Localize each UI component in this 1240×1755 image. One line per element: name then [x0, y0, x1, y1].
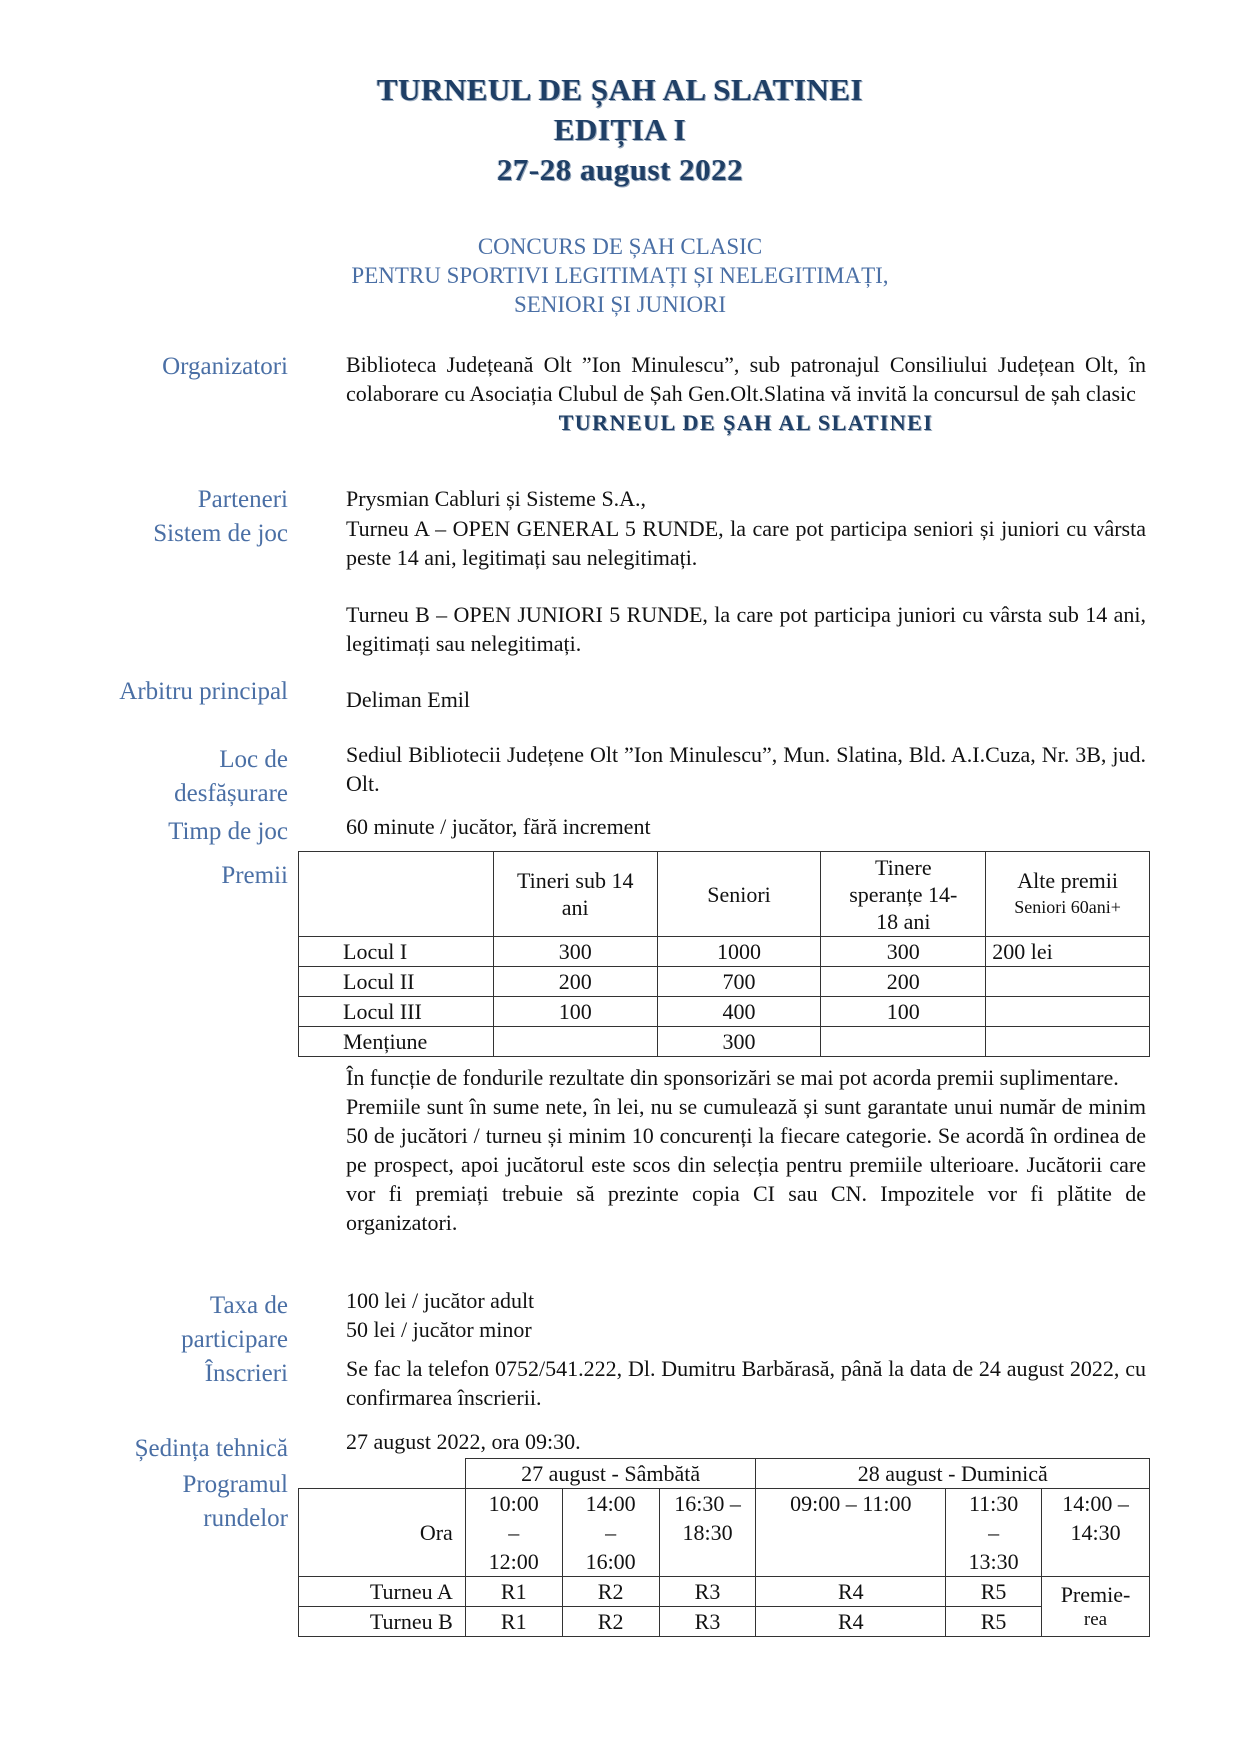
table-row — [299, 967, 1150, 997]
doc-title-line2: EDIȚIA I — [553, 112, 687, 147]
prize-cell: 300 — [657, 1027, 821, 1057]
program-days-row — [299, 1459, 1150, 1489]
time-line: 14:00 — [585, 1491, 636, 1516]
prize-cell: 200 — [493, 967, 657, 997]
program-time-cell — [465, 1489, 562, 1577]
label-timp: Timp de joc — [168, 818, 288, 845]
doc-title-line3: 27-28 august 2022 — [496, 152, 744, 187]
table-row — [299, 997, 1150, 1027]
prize-cell: 1000 — [657, 937, 821, 967]
label-program-line1: Programul — [182, 1471, 288, 1498]
prize-header-alte-title: Alte premii — [1017, 868, 1119, 893]
program-turneu-b-label: Turneu B — [299, 1607, 466, 1637]
label-sistem: Sistem de joc — [153, 520, 288, 547]
parteneri-text: Prysmian Cabluri și Sisteme S.A., — [346, 486, 647, 511]
prize-cell: 300 — [493, 937, 657, 967]
round-cell: R3 — [659, 1607, 756, 1637]
prize-table — [298, 851, 1150, 1057]
time-line: – — [508, 1520, 520, 1545]
round-cell: R2 — [562, 1607, 659, 1637]
organizatori-paragraph: Biblioteca Județeană Olt ”Ion Minulescu”, sub patronajul Consiliului Județean Olt, în colaborare cu Asociația Clubul de Șah Gen.Olt.Slatina vă invită la concursul de șah clasic — [346, 352, 1146, 406]
prize-row-label: Locul I — [299, 937, 494, 967]
timp-text: 60 minute / jucător, fără increment — [346, 814, 651, 839]
program-times-row — [299, 1489, 1150, 1577]
inscrieri-text: Se fac la telefon 0752/541.222, Dl. Dumitru Barbărasă, până la data de 24 august 2022, cu confirmarea înscrierii. — [346, 1356, 1146, 1410]
time-line: 16:00 — [585, 1549, 636, 1574]
time-line: 13:30 — [968, 1549, 1019, 1574]
prize-header-row — [299, 852, 1150, 937]
round-cell: R1 — [465, 1607, 562, 1637]
organizatori-event-title: TURNEUL DE ȘAH AL SLATINEI — [558, 410, 934, 435]
doc-subtitle-line2: PENTRU SPORTIVI LEGITIMAȚI ȘI NELEGITIMAȚI, — [351, 263, 889, 288]
prize-cell — [493, 1027, 657, 1057]
prize-header-seniori: Seniori — [657, 852, 821, 937]
prize-row-label: Locul III — [299, 997, 494, 1027]
round-cell: R4 — [756, 1607, 946, 1637]
prize-cell: 300 — [821, 937, 986, 967]
label-loc-line2: desfășurare — [174, 780, 288, 807]
time-line: – — [988, 1520, 1000, 1545]
doc-subtitle-line3: SENIORI ȘI JUNIORI — [513, 292, 727, 317]
program-day1: 27 august - Sâmbătă — [465, 1459, 756, 1489]
program-ora-label: Ora — [299, 1489, 466, 1577]
round-cell: R1 — [465, 1577, 562, 1607]
prize-cell: 700 — [657, 967, 821, 997]
prize-header-sperante: Tinere speranțe 14-18 ani — [821, 852, 986, 937]
sistem-turneu-a: Turneu A – OPEN GENERAL 5 RUNDE, la care pot participa seniori și juniori cu vârsta peste 14 ani, legitimați sau nelegitimați. — [346, 516, 1146, 570]
prize-cell: 200 lei — [986, 937, 1150, 967]
round-cell: R4 — [756, 1577, 946, 1607]
premiere-line: Premie- — [1060, 1581, 1131, 1607]
time-line: 11:30 — [968, 1491, 1019, 1516]
sistem-turneu-b: Turneu B – OPEN JUNIORI 5 RUNDE, la care pot participa juniori cu vârsta sub 14 ani, legitimați sau nelegitimați. — [346, 602, 1146, 656]
prize-cell: 100 — [821, 997, 986, 1027]
program-table — [298, 1458, 1150, 1637]
label-parteneri: Parteneri — [197, 486, 288, 513]
table-row — [299, 1027, 1150, 1057]
label-loc-line1: Loc de — [219, 746, 288, 773]
program-time-cell — [1042, 1489, 1150, 1577]
label-arbitru: Arbitru principal — [119, 678, 288, 705]
program-time-cell — [562, 1489, 659, 1577]
prize-header-empty — [299, 852, 494, 937]
label-organizatori: Organizatori — [162, 353, 288, 380]
program-premiere-cell — [1042, 1577, 1150, 1637]
prize-cell — [821, 1027, 986, 1057]
time-line: 10:00 — [488, 1491, 539, 1516]
label-premii: Premii — [221, 862, 288, 889]
taxa-adult: 100 lei / jucător adult — [346, 1288, 535, 1313]
program-time-cell — [659, 1489, 756, 1577]
prize-cell — [986, 967, 1150, 997]
time-line: 14:30 — [1070, 1520, 1121, 1545]
prize-cell: 200 — [821, 967, 986, 997]
round-cell: R3 — [659, 1577, 756, 1607]
round-cell: R2 — [562, 1577, 659, 1607]
program-turneu-b-row — [299, 1607, 1150, 1637]
prize-row-label: Mențiune — [299, 1027, 494, 1057]
label-program-line2: rundelor — [203, 1505, 288, 1532]
program-day2: 28 august - Duminică — [756, 1459, 1150, 1489]
program-time-cell — [756, 1489, 946, 1577]
time-line: – — [605, 1520, 617, 1545]
loc-text: Sediul Bibliotecii Județene Olt ”Ion Minulescu”, Mun. Slatina, Bld. A.I.Cuza, Nr. 3B, jud. Olt. — [346, 742, 1146, 796]
doc-title-line1: TURNEUL DE ȘAH AL SLATINEI — [376, 72, 864, 107]
prize-cell — [986, 997, 1150, 1027]
sedinta-text: 27 august 2022, ora 09:30. — [346, 1429, 581, 1454]
prize-header-alte-sub: Seniori 60ani+ — [1014, 897, 1121, 917]
time-line: 16:30 – — [674, 1491, 741, 1516]
program-turneu-a-label: Turneu A — [299, 1577, 466, 1607]
premii-note-2: Premiile sunt în sume nete, în lei, nu se cumulează și sunt garantate unui număr de minim 50 de jucători / turneu și minim 10 concurenți la fiecare categorie. Se acordă în ordinea de pe prospect, apoi jucătorul este scos din selecția pentru premiile ulterioare. Jucătorii care vor fi premiați trebuie să prezinte copia CI sau CN. Impozitele vor fi plătite de organizatori. — [346, 1094, 1146, 1235]
label-taxa-line1: Taxa de — [209, 1292, 288, 1319]
label-taxa-line2: participare — [181, 1326, 288, 1353]
label-inscrieri: Înscrieri — [204, 1360, 288, 1387]
taxa-minor: 50 lei / jucător minor — [346, 1317, 532, 1342]
doc-subtitle-line1: CONCURS DE ȘAH CLASIC — [477, 234, 763, 259]
time-line: 09:00 – 11:00 — [790, 1491, 912, 1516]
premiere-line: rea — [1083, 1608, 1108, 1630]
organizatori-text — [346, 350, 1146, 437]
prize-header-tineri: Tineri sub 14 ani — [493, 852, 657, 937]
program-time-cell — [946, 1489, 1042, 1577]
prize-cell: 400 — [657, 997, 821, 1027]
table-row — [299, 937, 1150, 967]
prize-cell: 100 — [493, 997, 657, 1027]
time-line: 14:00 – — [1062, 1491, 1129, 1516]
program-turneu-a-row — [299, 1577, 1150, 1607]
prize-header-alte — [986, 852, 1150, 937]
round-cell: R5 — [946, 1607, 1042, 1637]
time-line: 12:00 — [488, 1549, 539, 1574]
program-corner — [299, 1459, 466, 1489]
arbitru-text: Deliman Emil — [346, 687, 471, 712]
prize-row-label: Locul II — [299, 967, 494, 997]
time-line: 18:30 — [682, 1520, 733, 1545]
round-cell: R5 — [946, 1577, 1042, 1607]
label-sedinta: Ședința tehnică — [134, 1435, 288, 1462]
premii-notes — [346, 1063, 1146, 1237]
premii-note-1: În funcție de fondurile rezultate din sponsorizări se mai pot acorda premii suplimentare. — [346, 1065, 1119, 1090]
prize-cell — [986, 1027, 1150, 1057]
